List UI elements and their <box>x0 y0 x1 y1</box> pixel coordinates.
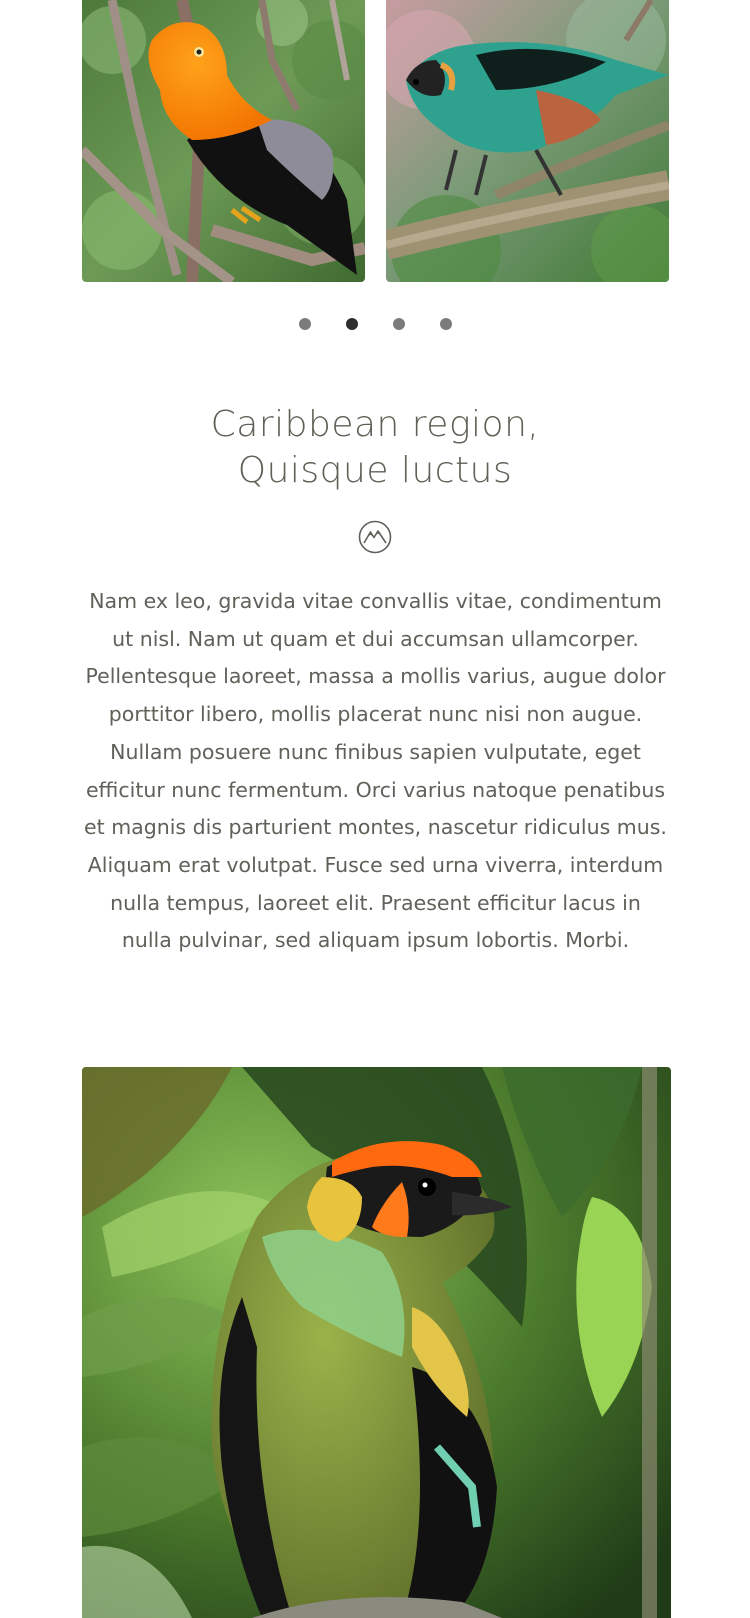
section-body-text: Nam ex leo, gravida vitae convallis vitae, condimentum ut nisl. Nam ut quam et dui accumsan ullamcorper. Pellentesque laoreet, massa a mollis varius, augue dolor porttitor libero, mollis placerat nunc nisi non augue. Nullam posuere nunc finibus sapien vulputate, eget efficitur nunc fermentum. Orci varius natoque penatibus et magnis dis parturient montes, nascetur ridiculus mus. Aliquam erat volutpat. Fusce sed urna viverra, interdum nulla tempus, laoreet elit. Praesent efficitur lacus in nulla pulvinar, sed aliquam ipsum lobortis. Morbi. <box>84 589 667 953</box>
hero-image <box>82 1067 671 1618</box>
section-title-line-2: Quisque luctus <box>237 450 513 491</box>
mountain-icon <box>358 520 392 554</box>
cock-of-the-rock-photo <box>82 0 365 282</box>
carousel-dot-3[interactable] <box>393 318 405 330</box>
section-title <box>0 402 750 494</box>
carousel-slide-tanager[interactable] <box>386 0 669 282</box>
image-carousel[interactable] <box>82 0 669 282</box>
carousel-pagination <box>0 318 750 332</box>
carousel-dot-1[interactable] <box>299 318 311 330</box>
carousel-dot-4[interactable] <box>440 318 452 330</box>
carousel-slide-cock-of-the-rock[interactable] <box>82 0 365 282</box>
section-title-line-1: Caribbean region, <box>210 404 540 445</box>
turquoise-tanager-photo <box>386 0 669 282</box>
carousel-dot-2[interactable] <box>346 318 358 330</box>
golden-tanager-photo <box>82 1067 671 1618</box>
